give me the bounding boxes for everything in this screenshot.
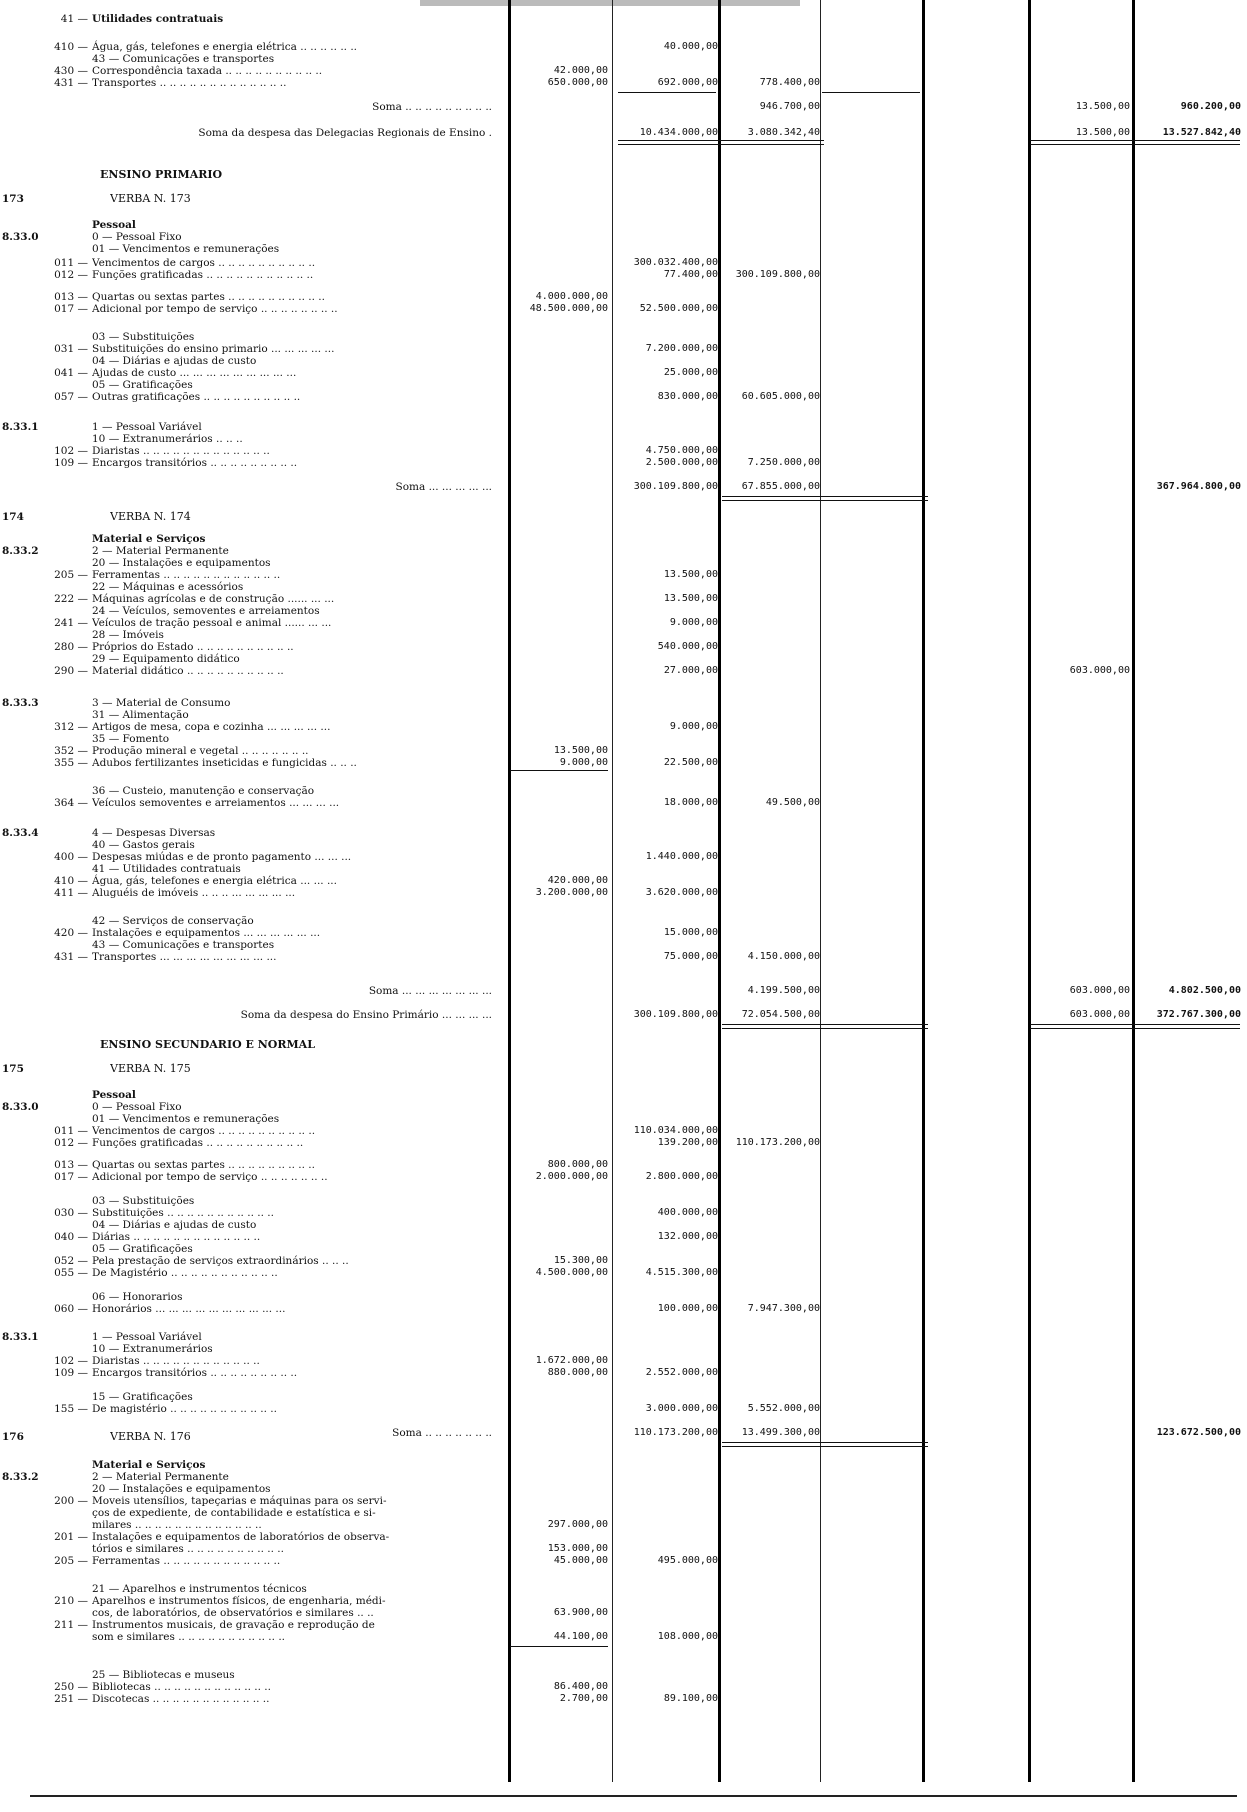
item-description: Discotecas .. .. .. .. .. .. .. .. .. .. .. .. <box>92 1693 270 1705</box>
item-code: 055 — <box>54 1267 88 1279</box>
amount-a1: 3.200.000,00 <box>535 887 608 898</box>
item-code: 102 — <box>54 445 88 457</box>
page-bottom-rule <box>30 1795 1237 1797</box>
budget-reference: 8.33.0 <box>2 231 39 243</box>
amount-a3: 5.552.000,00 <box>747 1403 820 1414</box>
amount-a2: 110.173.200,00 <box>633 1427 718 1438</box>
item-code: 241 — <box>54 617 88 629</box>
amount-a2: 2.552.000,00 <box>645 1367 718 1378</box>
budget-reference: 8.33.1 <box>2 1331 39 1343</box>
item-description: Diaristas .. .. .. .. .. .. .. .. .. .. .. .. .. <box>92 445 270 457</box>
item-description: 01 — Vencimentos e remunerações <box>92 243 280 255</box>
item-description: Funções gratificadas .. .. .. .. .. .. .. .. .. .. .. <box>92 269 314 281</box>
item-description: 2 — Material Permanente <box>92 545 229 557</box>
amount-a5: 603.000,00 <box>1069 665 1130 676</box>
item-description: Ajudas de custo ... ... ... ... ... ... ... ... ... <box>92 367 297 379</box>
amount-a2: 18.000,00 <box>663 797 718 808</box>
amount-a2: 300.032.400,00 <box>633 257 718 268</box>
item-code: 364 — <box>54 797 88 809</box>
total-rule <box>1030 140 1240 145</box>
item-code: 041 — <box>54 367 88 379</box>
amount-a1: 650.000,00 <box>547 77 608 88</box>
amount-a2: 495.000,00 <box>657 1555 718 1566</box>
budget-reference: 174 <box>2 511 24 523</box>
item-description: Instalações e equipamentos ... ... ... ... ... ... <box>92 927 321 939</box>
table-row <box>0 984 1247 998</box>
item-description: 01 — Vencimentos e remunerações <box>92 1113 280 1125</box>
table-row <box>0 1554 1247 1568</box>
item-code: 017 — <box>54 303 88 315</box>
amount-a5: 13.500,00 <box>1075 127 1130 138</box>
item-description: 2 — Material Permanente <box>92 1471 229 1483</box>
item-description: Moveis utensílios, tapeçarias e máquinas para os servi- <box>92 1495 387 1507</box>
amount-a2: 10.434.000,00 <box>639 127 718 138</box>
item-code: 012 — <box>54 269 88 281</box>
item-code: 352 — <box>54 745 88 757</box>
item-description: Bibliotecas .. .. .. .. .. .. .. .. .. .. .. .. <box>92 1681 271 1693</box>
item-description: Adicional por tempo de serviço .. .. .. .. .. .. .. .. <box>92 303 338 315</box>
item-description: Pela prestação de serviços extraordinários .. .. .. <box>92 1255 349 1267</box>
subtotal-rule <box>822 92 920 93</box>
amount-a5: 603.000,00 <box>1069 985 1130 996</box>
amount-a2: 27.000,00 <box>663 665 718 676</box>
table-row <box>0 1630 1247 1644</box>
item-code: 201 — <box>54 1531 88 1543</box>
table-row <box>0 480 1247 494</box>
amount-a2: 52.500.000,00 <box>639 303 718 314</box>
table-row <box>0 1170 1247 1184</box>
amount-a2: 300.109.800,00 <box>633 481 718 492</box>
amount-a2: 9.000,00 <box>669 721 718 732</box>
item-description: Adubos fertilizantes inseticidas e fungicidas .. .. .. <box>92 757 357 769</box>
item-code: 013 — <box>54 291 88 303</box>
item-description: milares .. .. .. .. .. .. .. .. .. .. .. .. .. <box>92 1519 262 1531</box>
amount-a3: 7.250.000,00 <box>747 457 820 468</box>
item-description: 05 — Gratificações <box>92 379 193 391</box>
table-row <box>0 100 1247 114</box>
amount-a1: 15.300,00 <box>553 1255 608 1266</box>
amount-a3: 60.605.000,00 <box>741 391 820 402</box>
item-code: 210 — <box>54 1595 88 1607</box>
amount-a1: 4.500.000,00 <box>535 1267 608 1278</box>
amount-a1: 2.000.000,00 <box>535 1171 608 1182</box>
item-description: 40 — Gastos gerais <box>92 839 195 851</box>
amount-a1: 297.000,00 <box>547 1519 608 1530</box>
table-row <box>0 950 1247 964</box>
item-code: 222 — <box>54 593 88 605</box>
item-description: 25 — Bibliotecas e museus <box>92 1669 235 1681</box>
table-row <box>0 192 1247 206</box>
table-row <box>0 1402 1247 1416</box>
item-description: tórios e similares .. .. .. .. .. .. .. .. .. .. <box>92 1543 284 1555</box>
item-description: Ferramentas .. .. .. .. .. .. .. .. .. .. .. .. <box>92 569 281 581</box>
amount-a3: 110.173.200,00 <box>735 1137 820 1148</box>
item-description: Vencimentos de cargos .. .. .. .. .. .. .. .. .. .. <box>92 257 316 269</box>
sum-label: Soma .. .. .. .. .. .. .. .. .. <box>372 101 492 113</box>
table-row <box>0 268 1247 282</box>
amount-a2: 1.440.000,00 <box>645 851 718 862</box>
item-description: Utilidades contratuais <box>92 13 224 25</box>
item-description: Produção mineral e vegetal .. .. .. .. .. .. .. <box>92 745 309 757</box>
budget-reference: 176 <box>2 1431 24 1443</box>
amount-a3: 4.150.000,00 <box>747 951 820 962</box>
item-description: De Magistério .. .. .. .. .. .. .. .. .. .. .. <box>92 1267 278 1279</box>
table-row <box>0 12 1247 26</box>
table-row <box>0 168 1247 182</box>
amount-a2: 2.500.000,00 <box>645 457 718 468</box>
item-code: 205 — <box>54 1555 88 1567</box>
item-description: Artigos de mesa, copa e cozinha ... ... ... ... ... <box>92 721 331 733</box>
table-row <box>0 1692 1247 1706</box>
item-description: Transportes .. .. .. .. .. .. .. .. .. .. .. .. .. <box>92 77 287 89</box>
item-description: 3 — Material de Consumo <box>92 697 231 709</box>
item-description: 42 — Serviços de conservação <box>92 915 254 927</box>
budget-reference: 8.33.2 <box>2 545 39 557</box>
sum-label: Soma da despesa do Ensino Primário ... ... ... ... <box>240 1009 492 1021</box>
section-heading: ENSINO SECUNDARIO E NORMAL <box>100 1038 315 1051</box>
budget-reference: 8.33.2 <box>2 1471 39 1483</box>
item-description: 06 — Honorarios <box>92 1291 183 1303</box>
item-code: 052 — <box>54 1255 88 1267</box>
amount-a2: 89.100,00 <box>663 1693 718 1704</box>
amount-a2: 13.500,00 <box>663 593 718 604</box>
item-description: Material didático .. .. .. .. .. .. .. .. .. .. <box>92 665 284 677</box>
table-row <box>0 1062 1247 1076</box>
amount-a2: 108.000,00 <box>657 1631 718 1642</box>
item-description: Encargos transitórios .. .. .. .. .. .. .. .. .. <box>92 457 298 469</box>
amount-a3: 4.199.500,00 <box>747 985 820 996</box>
item-code: 040 — <box>54 1231 88 1243</box>
amount-a1: 44.100,00 <box>553 1631 608 1642</box>
item-code: 211 — <box>54 1619 88 1631</box>
item-description: Ferramentas .. .. .. .. .. .. .. .. .. .. .. .. <box>92 1555 281 1567</box>
total-rule <box>1030 1024 1240 1029</box>
amount-a3: 778.400,00 <box>759 77 820 88</box>
table-row <box>0 796 1247 810</box>
item-description: 20 — Instalações e equipamentos <box>92 557 271 569</box>
amount-a2: 9.000,00 <box>669 617 718 628</box>
sum-label: Soma ... ... ... ... ... ... ... <box>368 985 492 997</box>
item-description: Pessoal <box>92 219 136 231</box>
item-description: Pessoal <box>92 1089 136 1101</box>
total-rule <box>618 140 824 145</box>
item-code: 290 — <box>54 665 88 677</box>
amount-a3: 13.499.300,00 <box>741 1427 820 1438</box>
verba-heading: VERBA N. 175 <box>110 1062 191 1075</box>
item-description: som e similares .. .. .. .. .. .. .. .. .. .. .. <box>92 1631 285 1643</box>
item-description: 04 — Diárias e ajudas de custo <box>92 1219 257 1231</box>
item-description: Aparelhos e instrumentos físicos, de engenharia, médi- <box>92 1595 386 1607</box>
table-row <box>0 756 1247 770</box>
table-row <box>0 242 1247 256</box>
torn-header-strip <box>420 0 800 6</box>
item-description: Máquinas agrícolas e de construção ...... ... ... <box>92 593 335 605</box>
amount-a2: 75.000,00 <box>663 951 718 962</box>
amount-a2: 22.500,00 <box>663 757 718 768</box>
item-description: 1 — Pessoal Variável <box>92 1331 202 1343</box>
item-code: 060 — <box>54 1303 88 1315</box>
table-row <box>0 1266 1247 1280</box>
item-description: De magistério .. .. .. .. .. .. .. .. .. .. .. <box>92 1403 277 1415</box>
item-description: Outras gratificações .. .. .. .. .. .. .. .. .. .. <box>92 391 301 403</box>
amount-a6: 4.802.500,00 <box>1168 985 1241 996</box>
item-description: Água, gás, telefones e energia elétrica .. .. .. .. .. .. <box>92 41 358 53</box>
item-code: 013 — <box>54 1159 88 1171</box>
item-description: Adicional por tempo de serviço .. .. .. .. .. .. .. <box>92 1171 328 1183</box>
item-code: 420 — <box>54 927 88 939</box>
verba-heading: VERBA N. 174 <box>110 510 191 523</box>
item-description: Diaristas .. .. .. .. .. .. .. .. .. .. .. .. <box>92 1355 260 1367</box>
amount-a2: 132.000,00 <box>657 1231 718 1242</box>
amount-a1: 1.672.000,00 <box>535 1355 608 1366</box>
amount-a2: 110.034.000,00 <box>633 1125 718 1136</box>
item-code: 031 — <box>54 343 88 355</box>
item-description: 0 — Pessoal Fixo <box>92 231 182 243</box>
item-description: Quartas ou sextas partes .. .. .. .. .. .. .. .. .. <box>92 1159 315 1171</box>
amount-a2: 540.000,00 <box>657 641 718 652</box>
item-description: 41 — Utilidades contratuais <box>92 863 241 875</box>
amount-a3: 72.054.500,00 <box>741 1009 820 1020</box>
amount-a1: 800.000,00 <box>547 1159 608 1170</box>
amount-a2: 13.500,00 <box>663 569 718 580</box>
amount-a1: 48.500.000,00 <box>529 303 608 314</box>
amount-a1: 420.000,00 <box>547 875 608 886</box>
amount-a1: 2.700,00 <box>559 1693 608 1704</box>
amount-a2: 25.000,00 <box>663 367 718 378</box>
item-code: 400 — <box>54 851 88 863</box>
item-code: 017 — <box>54 1171 88 1183</box>
item-code: 312 — <box>54 721 88 733</box>
item-code: 431 — <box>54 951 88 963</box>
item-code: 102 — <box>54 1355 88 1367</box>
budget-reference: 8.33.0 <box>2 1101 39 1113</box>
amount-a6: 960.200,00 <box>1180 101 1241 112</box>
item-description: 03 — Substituições <box>92 331 195 343</box>
table-row <box>0 664 1247 678</box>
subtotal-rule <box>618 92 716 93</box>
amount-a3: 946.700,00 <box>759 101 820 112</box>
amount-a3: 7.947.300,00 <box>747 1303 820 1314</box>
item-description: 43 — Comunicações e transportes <box>92 939 275 951</box>
item-description: 22 — Máquinas e acessórios <box>92 581 244 593</box>
table-row <box>0 1136 1247 1150</box>
amount-a1: 880.000,00 <box>547 1367 608 1378</box>
item-description: Instrumentos musicais, de gravação e reprodução de <box>92 1619 375 1631</box>
amount-a2: 100.000,00 <box>657 1303 718 1314</box>
item-code: 41 — <box>60 13 88 25</box>
item-code: 430 — <box>54 65 88 77</box>
item-description: Diárias .. .. .. .. .. .. .. .. .. .. .. .. .. <box>92 1231 261 1243</box>
item-description: cos, de laboratórios, de observatórios e similares .. .. <box>92 1607 374 1619</box>
item-description: Despesas miúdas e de pronto pagamento ... ... ... <box>92 851 352 863</box>
item-description: Água, gás, telefones e energia elétrica ... ... ... <box>92 875 337 887</box>
table-row <box>0 1430 1247 1444</box>
item-description: Substituições do ensino primario ... ... ... ... ... <box>92 343 335 355</box>
item-description: Material e Serviços <box>92 1459 206 1471</box>
item-code: 057 — <box>54 391 88 403</box>
amount-a3: 67.855.000,00 <box>741 481 820 492</box>
verba-heading: VERBA N. 173 <box>110 192 191 205</box>
item-description: ços de expediente, de contabilidade e estatística e si- <box>92 1507 376 1519</box>
item-description: Veículos semoventes e arreiamentos ... ... ... ... <box>92 797 340 809</box>
amount-a3: 3.080.342,40 <box>747 127 820 138</box>
subtotal-rule <box>510 1646 608 1647</box>
table-row <box>0 1302 1247 1316</box>
table-row <box>0 510 1247 524</box>
sum-label: Soma da despesa das Delegacias Regionais de Ensino . <box>198 127 492 139</box>
budget-reference: 173 <box>2 193 24 205</box>
amount-a2: 40.000,00 <box>663 41 718 52</box>
table-row <box>0 886 1247 900</box>
item-description: 15 — Gratificações <box>92 1391 193 1403</box>
item-code: 155 — <box>54 1403 88 1415</box>
table-row <box>0 456 1247 470</box>
table-row <box>0 1038 1247 1052</box>
item-description: 24 — Veículos, semoventes e arreiamentos <box>92 605 320 617</box>
amount-a2: 692.000,00 <box>657 77 718 88</box>
amount-a6: 123.672.500,00 <box>1156 1427 1241 1438</box>
item-code: 011 — <box>54 257 88 269</box>
item-code: 250 — <box>54 1681 88 1693</box>
item-description: 0 — Pessoal Fixo <box>92 1101 182 1113</box>
amount-a2: 77.400,00 <box>663 269 718 280</box>
amount-a1: 13.500,00 <box>553 745 608 756</box>
table-row <box>0 126 1247 140</box>
item-code: 012 — <box>54 1137 88 1149</box>
amount-a1: 86.400,00 <box>553 1681 608 1692</box>
item-description: 10 — Extranumerários .. .. .. <box>92 433 243 445</box>
item-description: 03 — Substituições <box>92 1195 195 1207</box>
amount-a1: 4.000.000,00 <box>535 291 608 302</box>
item-description: Veículos de tração pessoal e animal ...... ... ... <box>92 617 332 629</box>
total-rule <box>722 1024 928 1029</box>
item-code: 251 — <box>54 1693 88 1705</box>
amount-a1: 42.000,00 <box>553 65 608 76</box>
budget-reference: 8.33.3 <box>2 697 39 709</box>
verba-heading: VERBA N. 176 <box>110 1430 191 1443</box>
item-code: 109 — <box>54 457 88 469</box>
amount-a2: 3.000.000,00 <box>645 1403 718 1414</box>
table-row <box>0 76 1247 90</box>
table-row <box>0 1008 1247 1022</box>
item-description: Encargos transitórios .. .. .. .. .. .. .. .. .. <box>92 1367 298 1379</box>
item-description: 35 — Fomento <box>92 733 170 745</box>
section-heading: ENSINO PRIMARIO <box>100 168 223 181</box>
amount-a1: 9.000,00 <box>559 757 608 768</box>
amount-a1: 153.000,00 <box>547 1543 608 1554</box>
item-code: 411 — <box>54 887 88 899</box>
amount-a2: 7.200.000,00 <box>645 343 718 354</box>
item-code: 200 — <box>54 1495 88 1507</box>
item-description: Honorários ... ... ... ... ... ... ... ... ... ... <box>92 1303 286 1315</box>
item-code: 011 — <box>54 1125 88 1137</box>
item-code: 431 — <box>54 77 88 89</box>
amount-a3: 49.500,00 <box>765 797 820 808</box>
item-description: Substituições .. .. .. .. .. .. .. .. .. .. .. <box>92 1207 274 1219</box>
item-code: 205 — <box>54 569 88 581</box>
amount-a2: 300.109.800,00 <box>633 1009 718 1020</box>
item-description: Instalações e equipamentos de laboratórios de observa- <box>92 1531 390 1543</box>
sum-label: Soma .. .. .. .. .. .. .. <box>392 1427 492 1439</box>
budget-reference: 175 <box>2 1063 24 1075</box>
item-code: 109 — <box>54 1367 88 1379</box>
item-description: Transportes ... ... ... ... ... ... ... ... ... <box>92 951 277 963</box>
item-code: 030 — <box>54 1207 88 1219</box>
item-description: Funções gratificadas .. .. .. .. .. .. .. .. .. .. <box>92 1137 304 1149</box>
amount-a2: 15.000,00 <box>663 927 718 938</box>
amount-a2: 4.750.000,00 <box>645 445 718 456</box>
item-description: Correspondência taxada .. .. .. .. .. .. .. .. .. .. <box>92 65 323 77</box>
amount-a6: 372.767.300,00 <box>1156 1009 1241 1020</box>
amount-a2: 3.620.000,00 <box>645 887 718 898</box>
item-description: 36 — Custeio, manutenção e conservação <box>92 785 315 797</box>
amount-a2: 4.515.300,00 <box>645 1267 718 1278</box>
amount-a6: 367.964.800,00 <box>1156 481 1241 492</box>
amount-a2: 2.800.000,00 <box>645 1171 718 1182</box>
amount-a2: 400.000,00 <box>657 1207 718 1218</box>
total-rule <box>722 496 928 501</box>
item-description: Quartas ou sextas partes .. .. .. .. .. .. .. .. .. .. <box>92 291 325 303</box>
amount-a6: 13.527.842,40 <box>1162 127 1241 138</box>
amount-a1: 45.000,00 <box>553 1555 608 1566</box>
subtotal-rule <box>510 770 608 771</box>
item-description: 1 — Pessoal Variável <box>92 421 202 433</box>
item-description: Material e Serviços <box>92 533 206 545</box>
table-row <box>0 302 1247 316</box>
item-description: 20 — Instalações e equipamentos <box>92 1483 271 1495</box>
item-description: 29 — Equipamento didático <box>92 653 240 665</box>
item-description: Aluguéis de imóveis .. .. .. ... ... ... ... ... <box>92 887 296 899</box>
item-description: 05 — Gratificações <box>92 1243 193 1255</box>
item-description: 28 — Imóveis <box>92 629 164 641</box>
amount-a3: 300.109.800,00 <box>735 269 820 280</box>
amount-a2: 830.000,00 <box>657 391 718 402</box>
budget-reference: 8.33.4 <box>2 827 39 839</box>
budget-reference: 8.33.1 <box>2 421 39 433</box>
table-row <box>0 390 1247 404</box>
item-description: Próprios do Estado .. .. .. .. .. .. .. .. .. .. <box>92 641 294 653</box>
item-code: 280 — <box>54 641 88 653</box>
item-description: 4 — Despesas Diversas <box>92 827 216 839</box>
item-description: 04 — Diárias e ajudas de custo <box>92 355 257 367</box>
item-description: 43 — Comunicações e transportes <box>92 53 275 65</box>
amount-a5: 13.500,00 <box>1075 101 1130 112</box>
item-code: 410 — <box>54 875 88 887</box>
item-code: 355 — <box>54 757 88 769</box>
item-code: 410 — <box>54 41 88 53</box>
amount-a2: 139.200,00 <box>657 1137 718 1148</box>
item-description: 31 — Alimentação <box>92 709 189 721</box>
sum-label: Soma ... ... ... ... ... <box>395 481 492 493</box>
item-description: Vencimentos de cargos .. .. .. .. .. .. .. .. .. .. <box>92 1125 316 1137</box>
item-description: 10 — Extranumerários <box>92 1343 213 1355</box>
item-description: 21 — Aparelhos e instrumentos técnicos <box>92 1583 307 1595</box>
amount-a5: 603.000,00 <box>1069 1009 1130 1020</box>
amount-a1: 63.900,00 <box>553 1607 608 1618</box>
table-row <box>0 1366 1247 1380</box>
